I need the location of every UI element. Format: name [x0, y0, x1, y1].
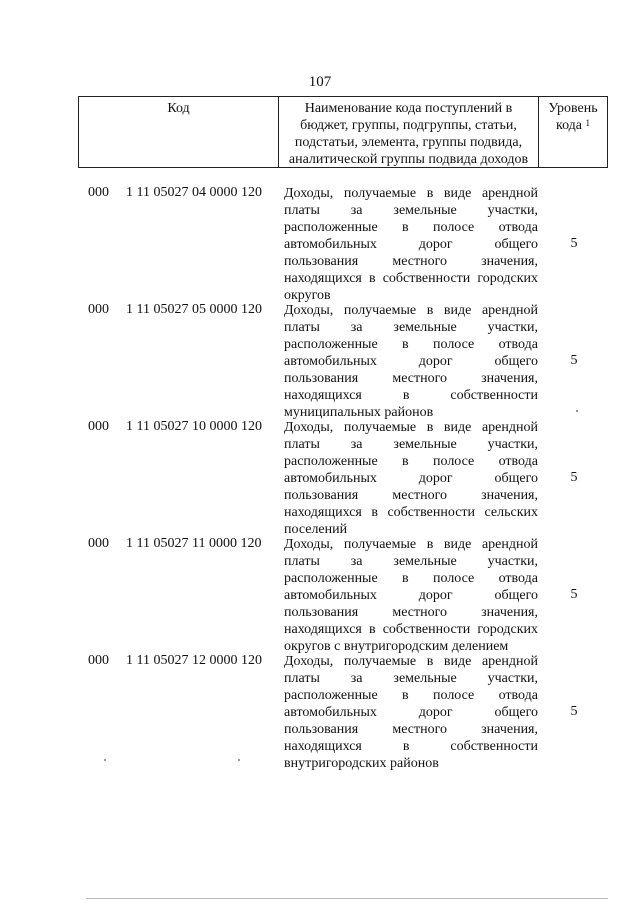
level-value: 5 — [570, 236, 578, 251]
description-line: расположенные в полосе отвода — [284, 571, 538, 586]
description-line: находящихся в собственности сельских — [284, 505, 538, 520]
description-line: находящихся в собственности городских — [284, 271, 538, 286]
revenue-description — [284, 302, 538, 421]
description-line: платы за земельные участки, — [284, 320, 538, 335]
admin-code: 000 — [88, 302, 109, 317]
header-name-line: подстатьи, элемента, группы подвида, — [294, 135, 523, 150]
revenue-code: 1 11 05027 11 0000 120 — [126, 536, 262, 551]
description-line: расположенные в полосе отвода — [284, 220, 538, 235]
admin-code: 000 — [88, 185, 109, 200]
revenue-code: 1 11 05027 05 0000 120 — [126, 302, 262, 317]
revenue-code: 1 11 05027 10 0000 120 — [126, 419, 262, 434]
description-line: Доходы, получаемые в виде арендной — [284, 537, 538, 552]
table-header — [78, 96, 608, 168]
table-row — [0, 302, 640, 419]
table-body — [0, 185, 640, 770]
description-line: Доходы, получаемые в виде арендной — [284, 303, 538, 318]
description-line: платы за земельные участки, — [284, 671, 538, 686]
description-line: автомобильных дорог общего — [284, 588, 538, 603]
revenue-code: 1 11 05027 12 0000 120 — [126, 653, 262, 668]
description-line: автомобильных дорог общего — [284, 237, 538, 252]
revenue-description — [284, 653, 538, 772]
header-name-line: Наименование кода поступлений в — [304, 101, 513, 116]
level-value: 5 — [570, 470, 578, 485]
table-row — [0, 653, 640, 770]
description-line: автомобильных дорог общего — [284, 471, 538, 486]
description-line: округов с внутригородским делением — [284, 639, 509, 654]
scan-edge-line — [86, 898, 608, 899]
description-line: расположенные в полосе отвода — [284, 337, 538, 352]
revenue-description — [284, 185, 538, 304]
revenue-code: 1 11 05027 04 0000 120 — [126, 185, 262, 200]
description-line: пользования местного значения, — [284, 371, 538, 386]
table-row — [0, 419, 640, 536]
description-line: пользования местного значения, — [284, 488, 538, 503]
revenue-description — [284, 536, 538, 655]
description-line: платы за земельные участки, — [284, 437, 538, 452]
revenue-description — [284, 419, 538, 538]
description-line: Доходы, получаемые в виде арендной — [284, 186, 538, 201]
description-line: Доходы, получаемые в виде арендной — [284, 654, 538, 669]
description-line: расположенные в полосе отвода — [284, 688, 538, 703]
description-line: расположенные в полосе отвода — [284, 454, 538, 469]
header-level-word: кода — [555, 118, 583, 133]
description-line: находящихся в собственности — [284, 388, 538, 403]
description-line: пользования местного значения, — [284, 605, 538, 620]
header-name-line: аналитической группы подвида доходов — [288, 152, 529, 167]
footnote-marker: 1 — [585, 118, 591, 128]
page-number: 107 — [308, 74, 332, 90]
table-row — [0, 536, 640, 653]
header-level-line2 — [539, 117, 607, 134]
description-line: находящихся в собственности — [284, 739, 538, 754]
description-line: поселений — [284, 522, 348, 537]
description-line: муниципальных районов — [284, 405, 434, 420]
description-line: находящихся в собственности городских — [284, 622, 538, 637]
header-code: Код — [79, 97, 279, 167]
description-line: автомобильных дорог общего — [284, 354, 538, 369]
description-line: автомобильных дорог общего — [284, 705, 538, 720]
scan-speck — [238, 759, 240, 761]
description-line: пользования местного значения, — [284, 722, 538, 737]
table-row — [0, 185, 640, 302]
admin-code: 000 — [88, 536, 109, 551]
level-value: 5 — [570, 587, 578, 602]
admin-code: 000 — [88, 419, 109, 434]
level-value: 5 — [570, 353, 578, 368]
admin-code: 000 — [88, 653, 109, 668]
description-line: внутригородских районов — [284, 756, 439, 771]
description-line: платы за земельные участки, — [284, 203, 538, 218]
header-level — [539, 97, 607, 167]
description-line: платы за земельные участки, — [284, 554, 538, 569]
scan-speck — [576, 410, 578, 412]
header-name — [279, 97, 539, 167]
description-line: пользования местного значения, — [284, 254, 538, 269]
description-line: Доходы, получаемые в виде арендной — [284, 420, 538, 435]
header-level-line1: Уровень — [548, 101, 598, 116]
scan-speck — [104, 759, 106, 761]
level-value: 5 — [570, 704, 578, 719]
description-line: округов — [284, 288, 331, 303]
header-name-line: бюджет, группы, подгруппы, статьи, — [300, 118, 517, 133]
